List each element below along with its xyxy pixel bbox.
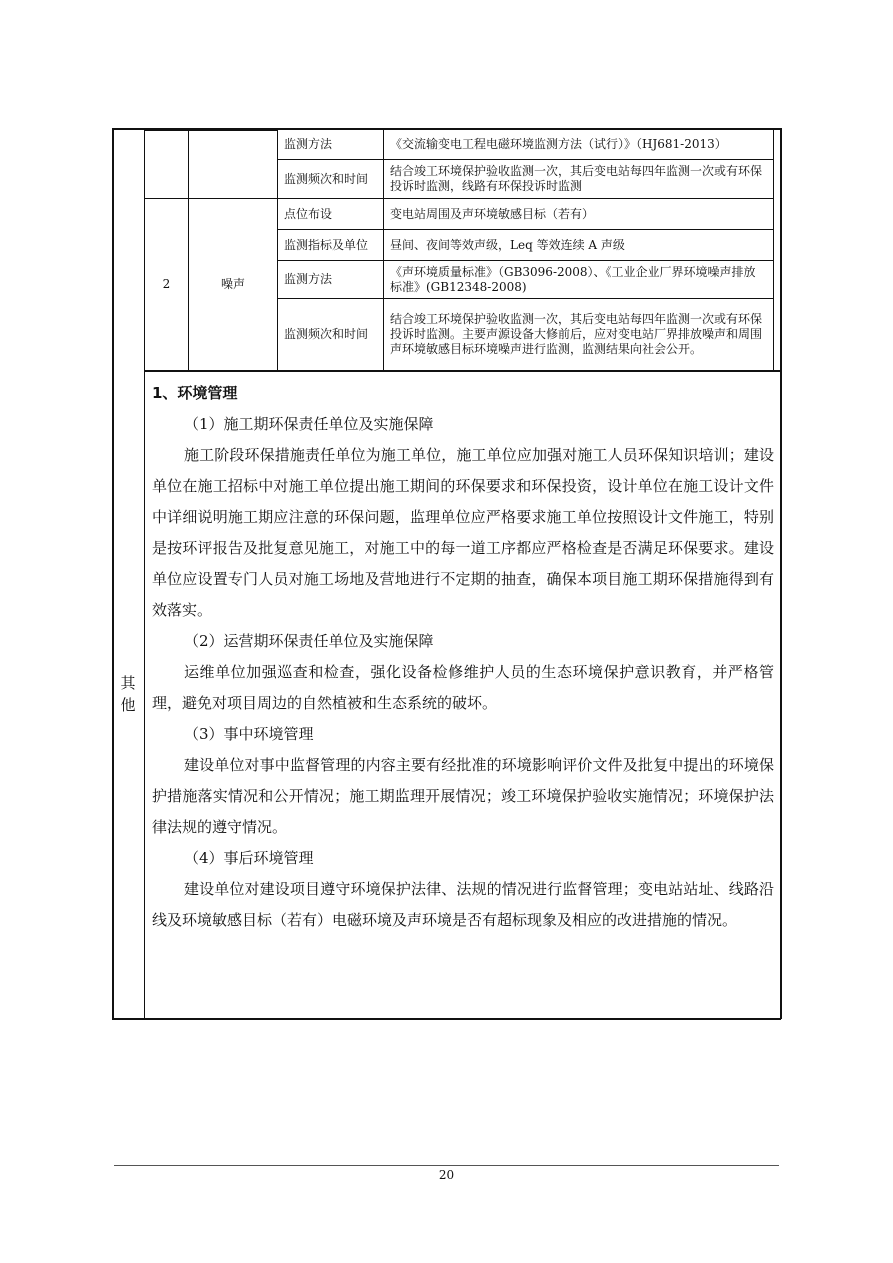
subsection-text: 建设单位对建设项目遵守环境保护法律、法规的情况进行监督管理；变电站站址、线路沿线及环境敏感目标（若有）电磁环境及声环境是否有超标现象及相应的改进措施的情况。 [152, 880, 774, 929]
subsection-text: 建设单位对事中监督管理的内容主要有经批准的环境影响评价文件及批复中提出的环境保护措施落实情况和公开情况；施工期监理开展情况；竣工环境保护验收实施情况；环境保护法律法规的遵守情况。 [152, 756, 774, 836]
table-row-item: 点位布设 [284, 206, 333, 221]
table-row-item: 监测频次和时间 [284, 171, 369, 186]
side-label-text: 其他 [120, 674, 136, 714]
table-row-item: 监测频次和时间 [284, 327, 369, 341]
subsection-text: 运维单位加强巡查和检查，强化设备检修维护人员的生态环境保护意识教育，并严格管理，避免对项目周边的自然植被和生态系统的破坏。 [152, 663, 774, 712]
subsection-title: （4）事后环境管理 [184, 849, 314, 867]
table-row-item: 监测指标及单位 [284, 237, 369, 252]
table-row-content: 结合竣工环境保护验收监测一次，其后变电站每四年监测一次或有环保投诉时监测。主要声源设备大修前后，应对变电站厂界排放噪声和周围声环境敏感目标环境噪声进行监测，监测结果向社会公开。 [390, 312, 763, 356]
page-number: 20 [438, 1168, 455, 1182]
section-heading: 1、环境管理 [152, 384, 238, 402]
footer-divider [114, 1165, 779, 1166]
side-label-other [112, 672, 144, 716]
table-row-content: 变电站周围及声环境敏感目标（若有） [390, 206, 595, 221]
table-row-content: 结合竣工环境保护验收监测一次，其后变电站每四年监测一次或有环保投诉时监测，线路有环保投诉时监测 [390, 164, 763, 193]
subsection-text: 施工阶段环保措施责任单位为施工单位，施工单位应加强对施工人员环保知识培训；建设单位在施工招标中对施工单位提出施工期间的环保要求和环保投资，设计单位在施工设计文件中详细说明施工期应注意的环保问题，监理单位应严格要求施工单位按照设计文件施工，特别是按环评报告及批复意见施工，对施工中的每一道工序都应严格检查是否满足环保要求。建设单位应设置专门人员对施工场地及营地进行不定期的抽查，确保本项目施工期环保措施得到有效落实。 [152, 446, 774, 619]
table-row-content: 昼间、夜间等效声级，Leq 等效连续 A 声级 [390, 237, 625, 252]
subsection-title: （3）事中环境管理 [184, 725, 314, 743]
subsection-title: （1）施工期环保责任单位及实施保障 [184, 415, 434, 433]
subsection-title: （2）运营期环保责任单位及实施保障 [184, 632, 434, 650]
table-row-item: 监测方法 [284, 272, 333, 286]
environment-management-section [152, 378, 774, 936]
table-row-content: 《交流输变电工程电磁环境监测方法（试行）》（HJ681-2013） [390, 137, 727, 151]
noise-factor: 噪声 [220, 277, 245, 291]
noise-number: 2 [162, 277, 171, 291]
table-row-content: 《声环境质量标准》（GB3096-2008）、《工业企业厂界环境噪声排放标准》(GB12348-2008) [390, 264, 756, 294]
table-row-item: 监测方法 [284, 137, 333, 151]
